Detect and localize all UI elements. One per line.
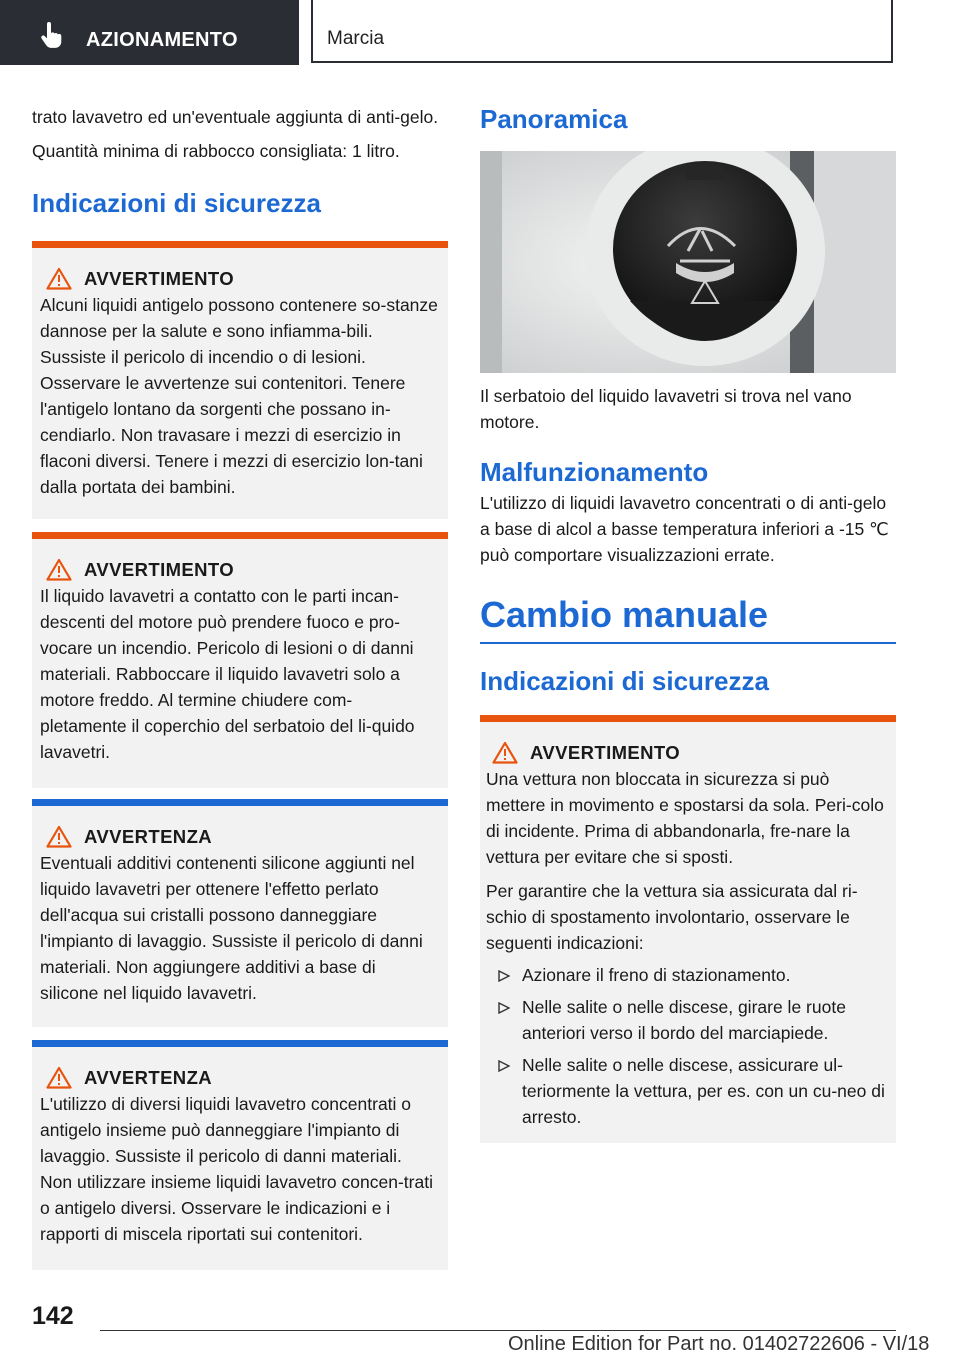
- notice-box: [32, 799, 448, 1027]
- notice-text: L'utilizzo di diversi liquidi lavavetro concentrati o antigelo insieme può danneggiare l'impianto di lavaggio. Sussiste il pericolo di danni materiali. Non utilizzare insieme liquidi lavavetro concen-trati o antigelo diversi. Osservare le indicazioni e i rapporti di miscela riportati sui contenitori.: [40, 1094, 433, 1244]
- right-column: [480, 98, 896, 1143]
- warning-bar: [32, 241, 448, 248]
- warning-triangle-icon: [492, 741, 518, 764]
- list-item-text: Nelle salite o nelle discese, assicurare ul-teriormente la vettura, per es. con un cu-neo di arresto.: [522, 1055, 885, 1127]
- warning-bar: [32, 532, 448, 539]
- warning-instructions: Per garantire che la vettura sia assicurata dal ri-schio di spostamento involontario, osservare le seguenti indicazioni:: [486, 881, 858, 953]
- bullet-triangle-icon: [498, 1060, 510, 1072]
- instruction-list: [486, 962, 886, 1130]
- hand-pointer-icon: [38, 22, 64, 50]
- washer-cap-illustration: [480, 151, 896, 373]
- warning-title: AVVERTIMENTO: [84, 558, 235, 580]
- edition-label: Online Edition for Part no. 01402722606 - VI/18: [508, 1333, 930, 1355]
- warning-triangle-icon: [46, 825, 72, 848]
- page-number: 142: [32, 1302, 74, 1330]
- notice-bar: [32, 799, 448, 806]
- list-item: [486, 994, 886, 1046]
- list-item: [486, 962, 886, 988]
- notice-title: AVVERTENZA: [84, 825, 213, 847]
- safety-heading: Indicazioni di sicurezza: [480, 666, 769, 696]
- overview-heading: Panoramica: [480, 104, 628, 134]
- warning-title: AVVERTIMENTO: [84, 267, 235, 289]
- malfunction-text: L'utilizzo di liquidi lavavetro concentrati o di anti-gelo a base di alcol a basse temperatura inferiori a -15 ℃ può comportare visualizzazioni errate.: [480, 493, 889, 565]
- section-label: AZIONAMENTO: [86, 29, 238, 51]
- warning-title: AVVERTIMENTO: [530, 741, 681, 763]
- photo-caption: Il serbatoio del liquido lavavetri si trova nel vano motore.: [480, 386, 852, 432]
- chapter-heading: Cambio manuale: [480, 594, 896, 644]
- chapter-label: Marcia: [327, 28, 385, 49]
- chapter-box: [311, 0, 893, 63]
- notice-box: [32, 1040, 448, 1270]
- washer-reservoir-photo: [480, 151, 896, 373]
- warning-text: Una vettura non bloccata in sicurezza si può mettere in movimento e spostarsi da sola. Peri-colo di incidente. Prima di abbandonarla, fre-nare la vettura per evitare che si sposti.: [486, 769, 884, 867]
- warning-box: [480, 715, 896, 1143]
- warning-triangle-icon: [46, 558, 72, 581]
- warning-triangle-icon: [46, 1066, 72, 1089]
- notice-bar: [32, 1040, 448, 1047]
- list-item: [486, 1052, 886, 1130]
- warning-text: Alcuni liquidi antigelo possono contenere so-stanze dannose per la salute e sono infiamma-bili. Sussiste il pericolo di incendio o di lesioni. Osservare le avvertenze sui contenitori. Tenere l'antigelo lontano da sorgenti che possano in-cendiarlo. Non travasare i mezzi di esercizio in flaconi diversi. Tenere i mezzi di esercizio lon-tani dalla portata dei bambini.: [40, 295, 438, 497]
- malfunction-heading: Malfunzionamento: [480, 457, 709, 487]
- safety-heading: Indicazioni di sicurezza: [32, 188, 321, 218]
- min-quantity-paragraph: Quantità minima di rabbocco consigliata: 1 litro.: [32, 141, 400, 161]
- warning-box: [32, 532, 448, 788]
- footer-divider: [100, 1330, 896, 1331]
- bullet-triangle-icon: [498, 970, 510, 982]
- list-item-text: Azionare il freno di stazionamento.: [522, 965, 791, 985]
- bullet-triangle-icon: [498, 1002, 510, 1014]
- left-column: [32, 98, 448, 1270]
- list-item-text: Nelle salite o nelle discese, girare le ruote anteriori verso il bordo del marciapiede.: [522, 997, 846, 1043]
- warning-box: [32, 241, 448, 519]
- warning-bar: [480, 715, 896, 722]
- notice-text: Eventuali additivi contenenti silicone aggiunti nel liquido lavavetri per ottenere l'effetto perlato dell'acqua sui cristalli possono danneggiare l'impianto di lavaggio. Sussiste il pericolo di danni materiali. Non aggiungere additivi a base di silicone nel liquido lavavetri.: [40, 853, 423, 1003]
- notice-title: AVVERTENZA: [84, 1066, 213, 1088]
- warning-text: Il liquido lavavetri a contatto con le parti incan-descenti del motore può prendere fuoco e pro-vocare un incendio. Pericolo di lesioni o di danni materiali. Rabboccare il liquido lavavetri solo a motore freddo. Al termine chiudere com-pletamente il coperchio del serbatoio del li-quido lavavetri.: [40, 586, 415, 762]
- warning-triangle-icon: [46, 267, 72, 290]
- section-tab: [0, 0, 299, 65]
- intro-paragraph: trato lavavetro ed un'eventuale aggiunta di anti-gelo.: [32, 107, 439, 127]
